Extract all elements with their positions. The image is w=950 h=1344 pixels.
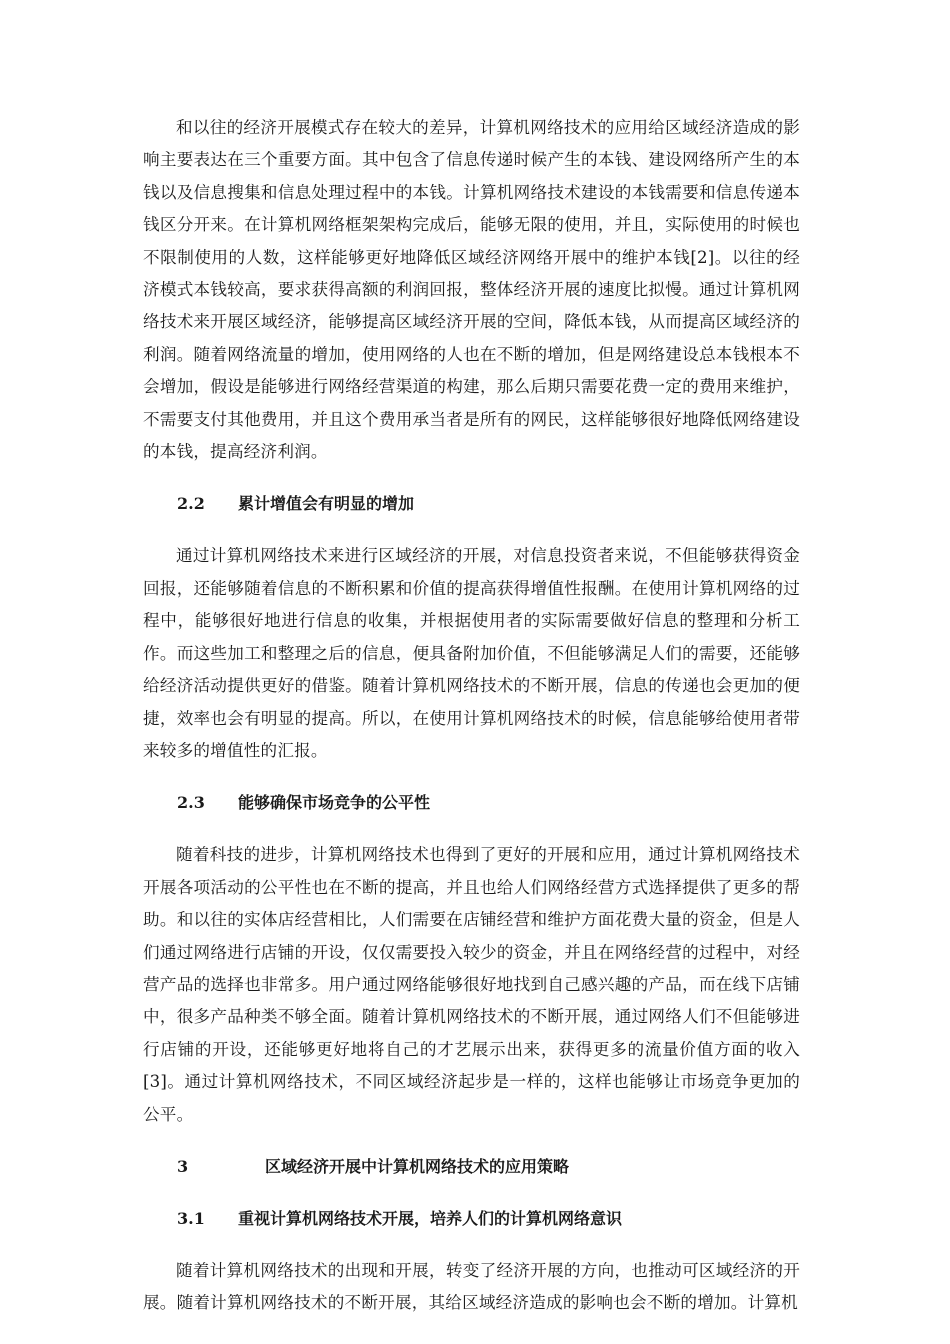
- section-title: 能够确保市场竞争的公平性: [238, 793, 431, 813]
- section-heading-3-1: [143, 1203, 800, 1235]
- section-number: 3: [177, 1156, 189, 1176]
- section-title: 累计增值会有明显的增加: [238, 494, 415, 514]
- section-heading-2-2: [143, 488, 800, 520]
- section-heading-3: [143, 1151, 800, 1183]
- body-paragraph-4: 随着计算机网络技术的出现和开展，转变了经济开展的方向，也推动可区域经济的开展。随着计算机网络技术的不断开展，其给区域经济造成的影响也会不断的增加。计算机: [143, 1260, 800, 1313]
- section-number: 3.1: [177, 1208, 205, 1228]
- body-paragraph-3: 随着科技的进步，计算机网络技术也得到了更好的开展和应用，通过计算机网络技术开展各项活动的公平性也在不断的提高，并且也给人们网络经营方式选择提供了更多的帮助。和以往的实体店经营相比，人们需要在店铺经营和维护方面花费大量的资金，但是人们通过网络进行店铺的开设，仅仅需要投入较少的资金，并且在网络经营的过程中，对经营产品的选择也非常多。用户通过网络能够很好地找到自己感兴趣的产品，而在线下店铺中，很多产品种类不够全面。随着计算机网络技术的不断开展，通过网络人们不但能够进行店铺的开设，还能够更好地将自己的才艺展示出来，获得更多的流量价值方面的收入[3]。通过计算机网络技术，不同区域经济起步是一样的，这样也能够让市场竞争更加的公平。: [143, 845, 800, 1124]
- body-paragraph-2: 通过计算机网络技术来进行区域经济的开展，对信息投资者来说，不但能够获得资金回报，还能够随着信息的不断积累和价值的提高获得增值性报酬。在使用计算机网络的过程中，能够很好地进行信息的收集，并根据使用者的实际需要做好信息的整理和分析工作。而这些加工和整理之后的信息，便具备附加价值，不但能够满足人们的需要，还能够给经济活动提供更好的借鉴。随着计算机网络技术的不断开展，信息的传递也会更加的便捷，效率也会有明显的提高。所以，在使用计算机网络技术的时候，信息能够给使用者带来较多的增值性的汇报。: [143, 546, 800, 760]
- section-title: 区域经济开展中计算机网络技术的应用策略: [265, 1156, 570, 1176]
- section-title: 重视计算机网络技术开展，培养人们的计算机网络意识: [238, 1208, 623, 1228]
- section-heading-2-3: [143, 787, 800, 819]
- body-paragraph-1: 和以往的经济开展模式存在较大的差异，计算机网络技术的应用给区域经济造成的影响主要表达在三个重要方面。其中包含了信息传递时候产生的本钱、建设网络所产生的本钱以及信息搜集和信息处理过程中的本钱。计算机网络技术建设的本钱需要和信息传递本钱区分开来。在计算机网络框架架构完成后，能够无限的使用，并且，实际使用的时候也不限制使用的人数，这样能够更好地降低区域经济网络开展中的维护本钱[2]。以往的经济模式本钱较高，要求获得高额的利润回报，整体经济开展的速度比拟慢。通过计算机网络技术来开展区域经济，能够提高区域经济开展的空间，降低本钱，从而提高区域经济的利润。随着网络流量的增加，使用网络的人也在不断的增加，但是网络建设总本钱根本不会增加，假设是能够进行网络经营渠道的构建，那么后期只需要花费一定的费用来维护，不需要支付其他费用，并且这个费用承当者是所有的网民，这样能够很好地降低网络建设的本钱，提高经济利润。: [143, 118, 800, 462]
- section-number: 2.3: [177, 793, 205, 813]
- section-number: 2.2: [177, 494, 205, 514]
